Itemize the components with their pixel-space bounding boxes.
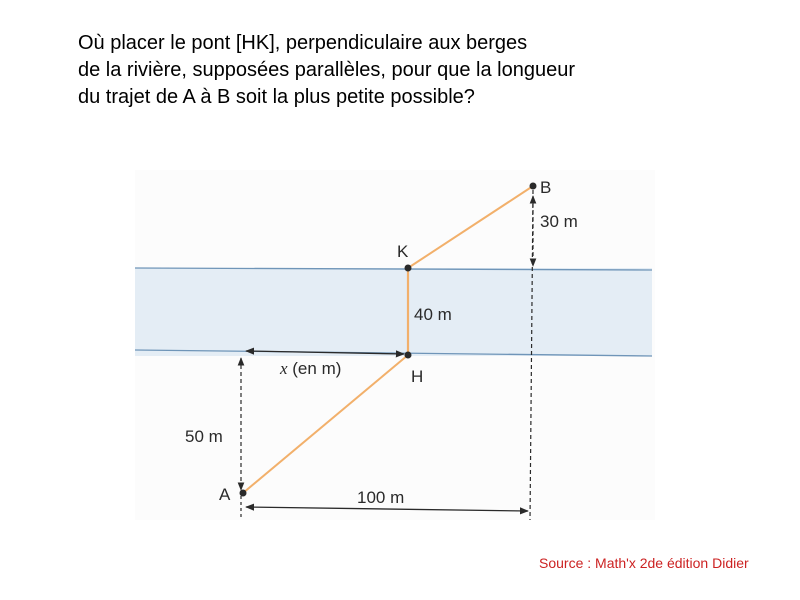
question-line-1: Où placer le pont [HK], perpendiculaire aux berges [78, 32, 528, 54]
point-k [405, 265, 412, 272]
label-40m: 40 m [414, 305, 452, 324]
question-line-3: du trajet de A à B soit la plus petite possible? [78, 86, 475, 108]
label-x [279, 359, 341, 378]
point-a [240, 490, 247, 497]
label-x-unit: (en m) [287, 359, 342, 378]
point-h [405, 352, 412, 359]
label-a: A [219, 485, 231, 504]
point-b [530, 183, 537, 190]
label-x-var: x [280, 359, 288, 378]
question-line-2: de la rivière, supposées parallèles, pour que la longueur [78, 59, 575, 81]
label-30m: 30 m [540, 212, 578, 231]
label-b: B [540, 178, 552, 197]
source-credit: Source : Math'x 2de édition Didier [539, 555, 749, 571]
label-50m: 50 m [185, 427, 223, 446]
label-k: K [397, 242, 409, 261]
label-100m: 100 m [357, 488, 405, 507]
label-h: H [411, 367, 424, 386]
river [135, 268, 652, 356]
